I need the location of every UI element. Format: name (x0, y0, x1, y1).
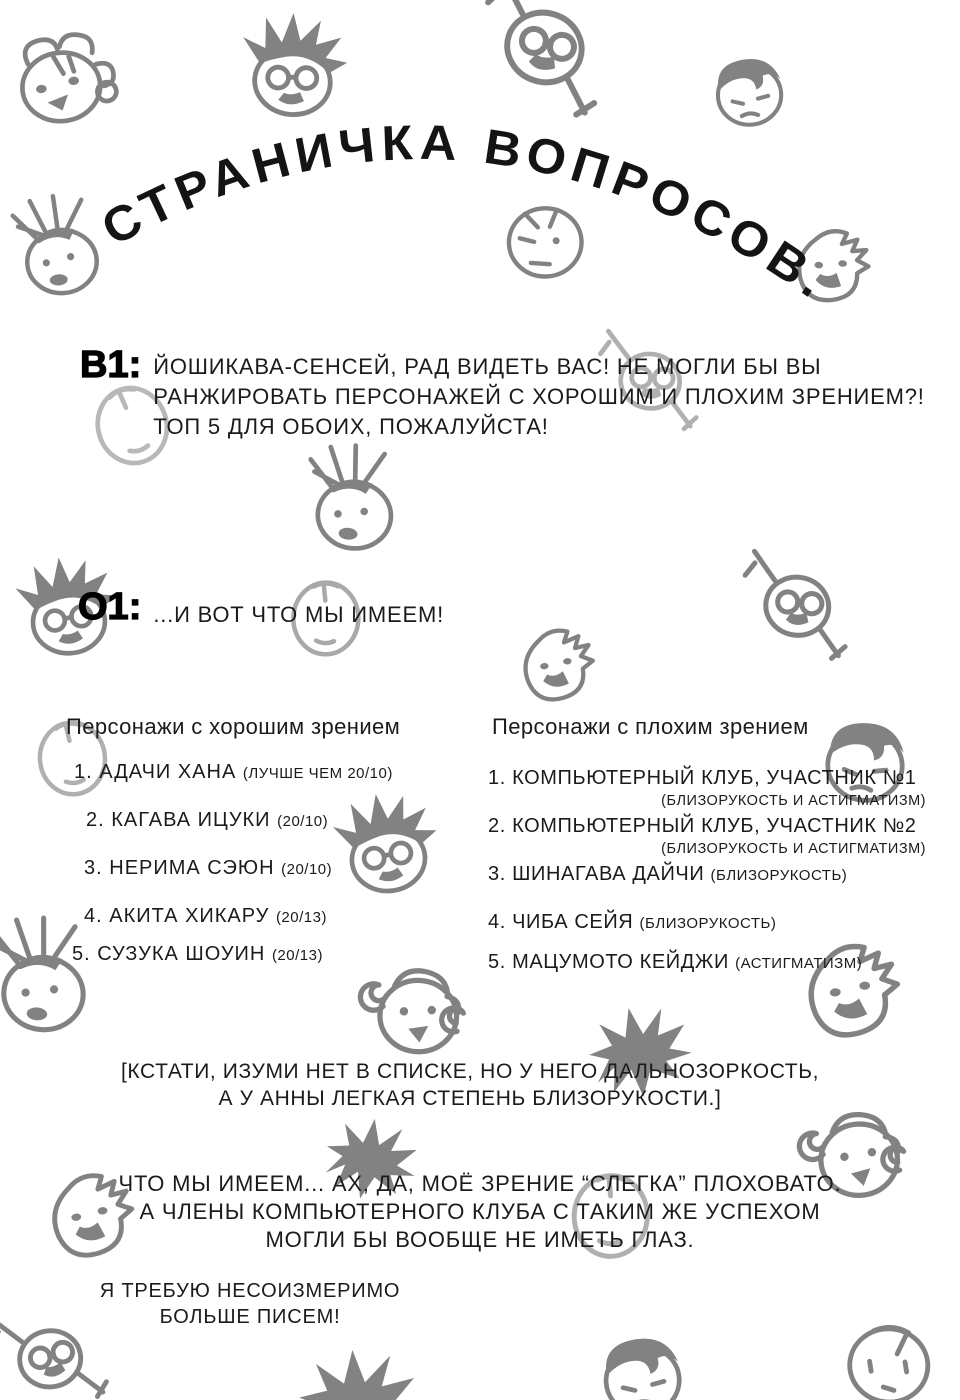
question1-label: В1: (80, 344, 142, 386)
doodle-face-flame-smile (502, 606, 615, 719)
list-item (488, 910, 940, 936)
item-name: КАГАВА ИЦУКИ (111, 809, 271, 831)
list-item (488, 862, 940, 888)
item-detail: (20/10) (281, 861, 333, 878)
item-detail: (ЛУЧШЕ ЧЕМ 20/10) (242, 765, 393, 782)
item-number: 2. (488, 815, 506, 837)
list-item (488, 766, 940, 812)
item-detail: (20/13) (275, 909, 327, 926)
item-detail: (20/13) (271, 947, 323, 964)
list-item (72, 942, 484, 968)
demand-line1: Я ТРЕБУЮ НЕСОИЗМЕРИМО (99, 1280, 401, 1302)
doodle-face-scribble (288, 1336, 428, 1400)
item-name: МАЦУМОТО КЕЙДЖИ (512, 951, 729, 973)
list-item (84, 904, 484, 930)
item-number: 1. (74, 761, 93, 783)
item-number: 1. (488, 767, 506, 789)
page-title: СТРАНИЧКА ВОПРОСОВ. (93, 115, 840, 311)
closing-line2: А ЧЛЕНЫ КОМПЬЮТЕРНОГО КЛУБА С ТАКИМ ЖЕ УСПЕХОМ (139, 1199, 821, 1224)
bad-vision-header: Персонажи с плохим зрением (492, 714, 809, 739)
item-number: 3. (84, 857, 103, 879)
closing-line3: МОГЛИ БЫ ВООБЩЕ НЕ ИМЕТЬ ГЛАЗ. (265, 1227, 695, 1252)
answer1-text: ...И ВОТ ЧТО МЫ ИМЕЕМ! (153, 602, 445, 627)
item-name: СУЗУКА ШОУИН (97, 943, 266, 965)
bracket-note-line2: А У АННЫ ЛЕГКАЯ СТЕПЕНЬ БЛИЗОРУКОСТИ.] (218, 1087, 722, 1110)
item-detail: (АСТИГМАТИЗМ) (735, 955, 863, 972)
svg-text:СТРАНИЧКА ВОПРОСОВ. (93, 116, 840, 312)
bracket-note-line1: [КСТАТИ, ИЗУМИ НЕТ В СПИСКЕ, НО У НЕГО ДАЛЬНОЗОРКОСТЬ, (120, 1060, 820, 1083)
item-subdetail: (БЛИЗОРУКОСТЬ И АСТИГМАТИЗМ) (661, 793, 926, 809)
bracket-note (30, 1058, 910, 1112)
demand-line2: БОЛЬШЕ ПИСЕМ! (159, 1306, 341, 1328)
doodle-face-glasses-arms (723, 533, 869, 679)
list-item (74, 760, 484, 786)
item-number: 3. (488, 863, 506, 885)
item-number: 4. (84, 905, 103, 927)
list-item (84, 856, 484, 882)
item-subdetail: (БЛИЗОРУКОСТЬ И АСТИГМАТИЗМ) (661, 841, 926, 857)
item-number: 5. (488, 951, 506, 973)
good-vision-header: Персонажи с хорошим зрением (66, 714, 401, 739)
question1-line2: РАНЖИРОВАТЬ ПЕРСОНАЖЕЙ С ХОРОШИМ И ПЛОХИМ ЗРЕНИЕМ?! (153, 384, 925, 409)
bad-vision-list (488, 714, 940, 976)
item-number: 5. (72, 943, 91, 965)
question1-line3: ТОП 5 ДЛЯ ОБОИХ, ПОЖАЛУЙСТА! (153, 414, 549, 439)
doodle-face-spiky-side (293, 435, 421, 563)
item-name: АКИТА ХИКАРУ (109, 905, 270, 927)
closing-remark (40, 1170, 920, 1254)
question1-text (153, 352, 924, 442)
item-number: 2. (86, 809, 105, 831)
doodle-face-darkcap (579, 1308, 705, 1400)
page-title-arc (0, 0, 960, 370)
item-name: НЕРИМА СЭЮН (109, 857, 275, 879)
question1-line1: ЙОШИКАВА-СЕНСЕЙ, РАД ВИДЕТЬ ВАС! НЕ МОГЛИ БЫ ВЫ (153, 354, 822, 379)
answer1-label: О1: (78, 586, 142, 628)
good-vision-list (64, 714, 484, 990)
item-detail: (20/10) (277, 813, 329, 830)
item-name: КОМПЬЮТЕРНЫЙ КЛУБ, УЧАСТНИК №2 (512, 815, 917, 837)
item-name: АДАЧИ ХАНА (99, 761, 237, 783)
question1-block (80, 344, 925, 442)
item-name: КОМПЬЮТЕРНЫЙ КЛУБ, УЧАСТНИК №1 (512, 767, 917, 789)
list-item (488, 950, 940, 976)
answer1-block (78, 586, 444, 630)
item-detail: (БЛИЗОРУКОСТЬ) (710, 867, 848, 884)
item-name: ШИНАГАВА ДАЙЧИ (512, 863, 705, 885)
closing-line1: ЧТО МЫ ИМЕЕМ... АХ, ДА, МОЁ ЗРЕНИЕ “СЛЕГКА” ПЛОХОВАТО. (118, 1171, 842, 1196)
item-detail: (БЛИЗОРУКОСТЬ) (639, 915, 777, 932)
demand-note (70, 1278, 430, 1330)
doodle-face-roundface (823, 1297, 955, 1400)
list-item (86, 808, 484, 834)
list-item (488, 814, 940, 860)
item-name: ЧИБА СЕЙЯ (512, 911, 634, 933)
item-number: 4. (488, 911, 506, 933)
